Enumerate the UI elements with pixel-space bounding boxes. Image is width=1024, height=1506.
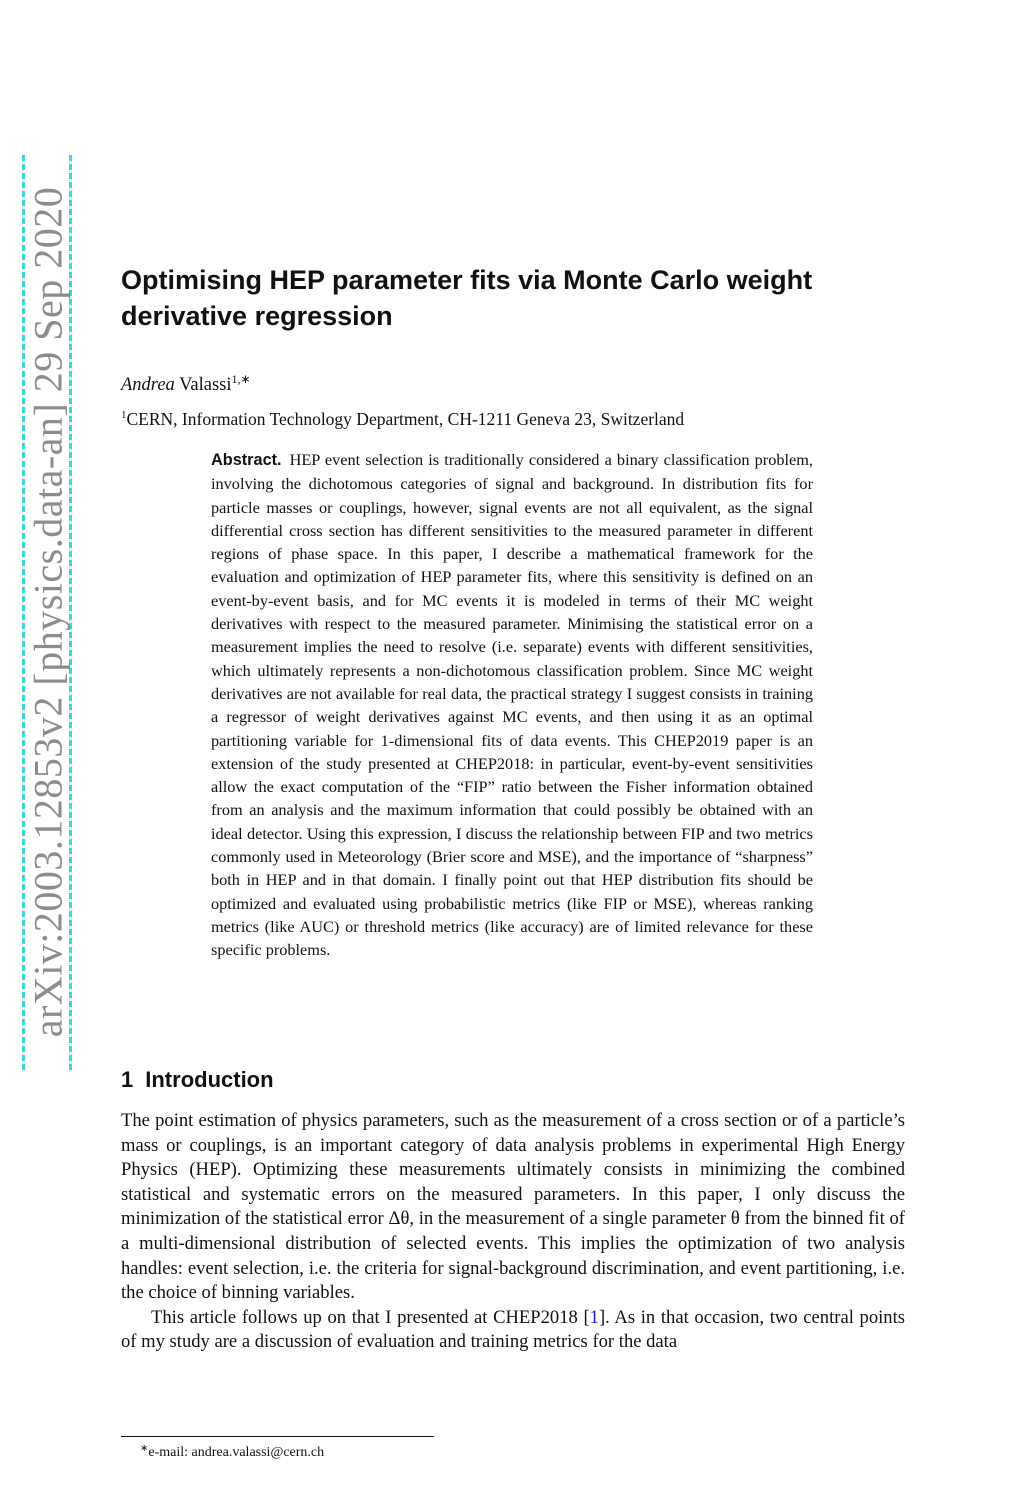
arxiv-identifier: arXiv:2003.12853v2 [physics.data-an] 29 Sep 2020 (25, 186, 71, 1038)
abstract-text: HEP event selection is traditionally considered a binary classification problem, involving the dichotomous categories of signal and background. In distribution fits for particle masses or couplings, however, signal events are not all equivalent, as the signal differential cross section has different sensitivities to the measured parameter in different regions of phase space. In this paper, I describe a mathematical framework for the evaluation and optimization of HEP parameter fits, where this sensitivity is defined on an event-by-event basis, and for MC events it is modeled in terms of their MC weight derivatives with respect to the measured parameter. Minimising the statistical error on a measurement implies the need to resolve (i.e. separate) events with different sensitivities, which ultimately represents a non-dichotomous classification problem. Since MC weight derivatives are not available for real data, the practical strategy I suggest consists in training a regressor of weight derivatives against MC events, and then using it as an optimal partitioning variable for 1-dimensional fits of data events. This CHEP2019 paper is an extension of the study presented at CHEP2018: in particular, event-by-event sensitivities allow the exact computation of the “FIP” ratio between the Fisher information obtained from an analysis and the maximum information that could possibly be obtained with an ideal detector. Using this expression, I discuss the relationship between FIP and two metrics commonly used in Meteorology (Brier score and MSE), and the importance of “sharpness” both in HEP and in that domain. I finally point out that HEP distribution fits should be optimized and evaluated using probabilistic metrics (like FIP or MSE), whereas ranking metrics (like AUC) or threshold metrics (like accuracy) are of limited relevance for these specific problems. (211, 450, 813, 960)
abstract-label: Abstract. (211, 451, 282, 469)
section-number: 1 (121, 1067, 134, 1092)
author-affiliation-mark: 1,∗ (231, 372, 251, 386)
affiliation-line (121, 409, 684, 430)
author-line (121, 372, 251, 396)
author-first-name: Andrea (121, 375, 175, 395)
footnote (140, 1443, 324, 1461)
footnote-mark: ∗ (140, 1443, 149, 1454)
paragraph-2-start: This article follows up on that I presented at CHEP2018 [ (151, 1306, 590, 1328)
section-title: Introduction (145, 1067, 274, 1092)
paragraph-2-end: ]. As in that occasion, two central points of my study are a discussion of evaluation and training metrics for the data (121, 1306, 905, 1353)
paper-title: Optimising HEP parameter fits via Monte Carlo weight derivative regression (121, 265, 813, 331)
citation-link[interactable]: 1 (589, 1306, 599, 1328)
section-heading (121, 1067, 274, 1093)
author-last-name: Valassi (179, 375, 232, 395)
body-text (121, 1109, 905, 1355)
affiliation-text: CERN, Information Technology Department, CH-1211 Geneva 23, Switzerland (126, 409, 685, 429)
footnote-text: e-mail: andrea.valassi@cern.ch (148, 1445, 325, 1460)
footnote-rule (121, 1436, 434, 1437)
affiliation-mark: 1 (121, 409, 127, 421)
paragraph-2 (121, 1306, 905, 1355)
paragraph-1: The point estimation of physics parameters, such as the measurement of a cross section or of a particle’s mass or couplings, is an important category of data analysis problems in experimental High Energy Physics (HEP). Optimizing these measurements ultimately consists in minimizing the combined statistical and systematic errors on the measured parameters. In this paper, I only discuss the minimization of the statistical error Δθ, in the measurement of a single parameter θ from the binned fit of a multi-dimensional distribution of selected events. This implies the optimization of two analysis handles: event selection, i.e. the criteria for signal-background discrimination, and event partitioning, i.e. the choice of binning variables. (121, 1110, 905, 1304)
abstract (211, 448, 813, 962)
